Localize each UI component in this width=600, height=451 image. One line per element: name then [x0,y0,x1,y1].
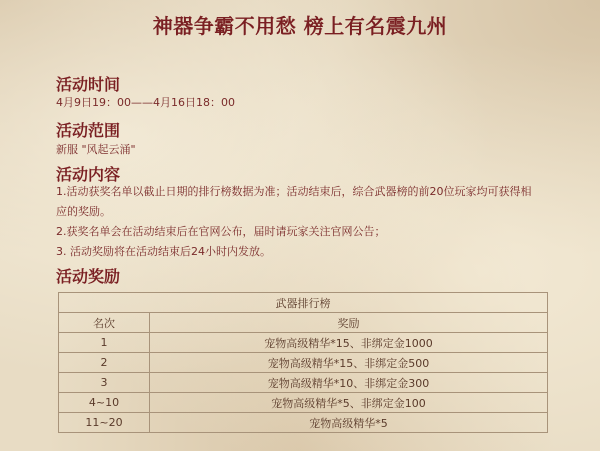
section-heading-reward: 活动奖励 [56,267,121,286]
reward-cell: 宠物高级精华*10、非绑定金300 [150,373,548,393]
rank-cell: 11~20 [59,413,150,433]
rank-cell: 3 [59,373,150,393]
event-scope-text: 新服 "风起云涌" [56,143,136,156]
table-caption-row [59,293,548,313]
content-line: 2.获奖名单会在活动结束后在官网公布，届时请玩家关注官网公告； [56,225,386,238]
content-line: 3. 活动奖励将在活动结束后24小时内发放。 [56,245,271,258]
table-row [59,373,548,393]
reward-cell: 宠物高级精华*5、非绑定金100 [150,393,548,413]
rank-cell: 1 [59,333,150,353]
content-line: 1.活动获奖名单以截止日期的排行榜数据为准；活动结束后，综合武器榜的前20位玩家均可获得相 [56,185,532,198]
table-header-row [59,313,548,333]
section-heading-content: 活动内容 [56,165,121,184]
rank-cell: 4~10 [59,393,150,413]
table-caption: 武器排行榜 [59,293,548,313]
content-line: 应的奖励。 [56,205,111,218]
reward-cell: 宠物高级精华*15、非绑定金500 [150,353,548,373]
section-heading-time: 活动时间 [56,75,121,94]
event-time-text: 4月9日19：00——4月16日18：00 [56,96,235,109]
table-row [59,333,548,353]
reward-table [58,292,548,433]
page-title: 神器争霸不用愁 榜上有名震九州 [152,14,448,38]
table-row [59,413,548,433]
column-header-reward: 奖励 [150,313,548,333]
table-row [59,393,548,413]
event-content-text [56,182,556,262]
column-header-rank: 名次 [59,313,150,333]
table-row [59,353,548,373]
reward-cell: 宠物高级精华*5 [150,413,548,433]
rank-cell: 2 [59,353,150,373]
section-heading-scope: 活动范围 [56,121,121,140]
reward-cell: 宠物高级精华*15、非绑定金1000 [150,333,548,353]
